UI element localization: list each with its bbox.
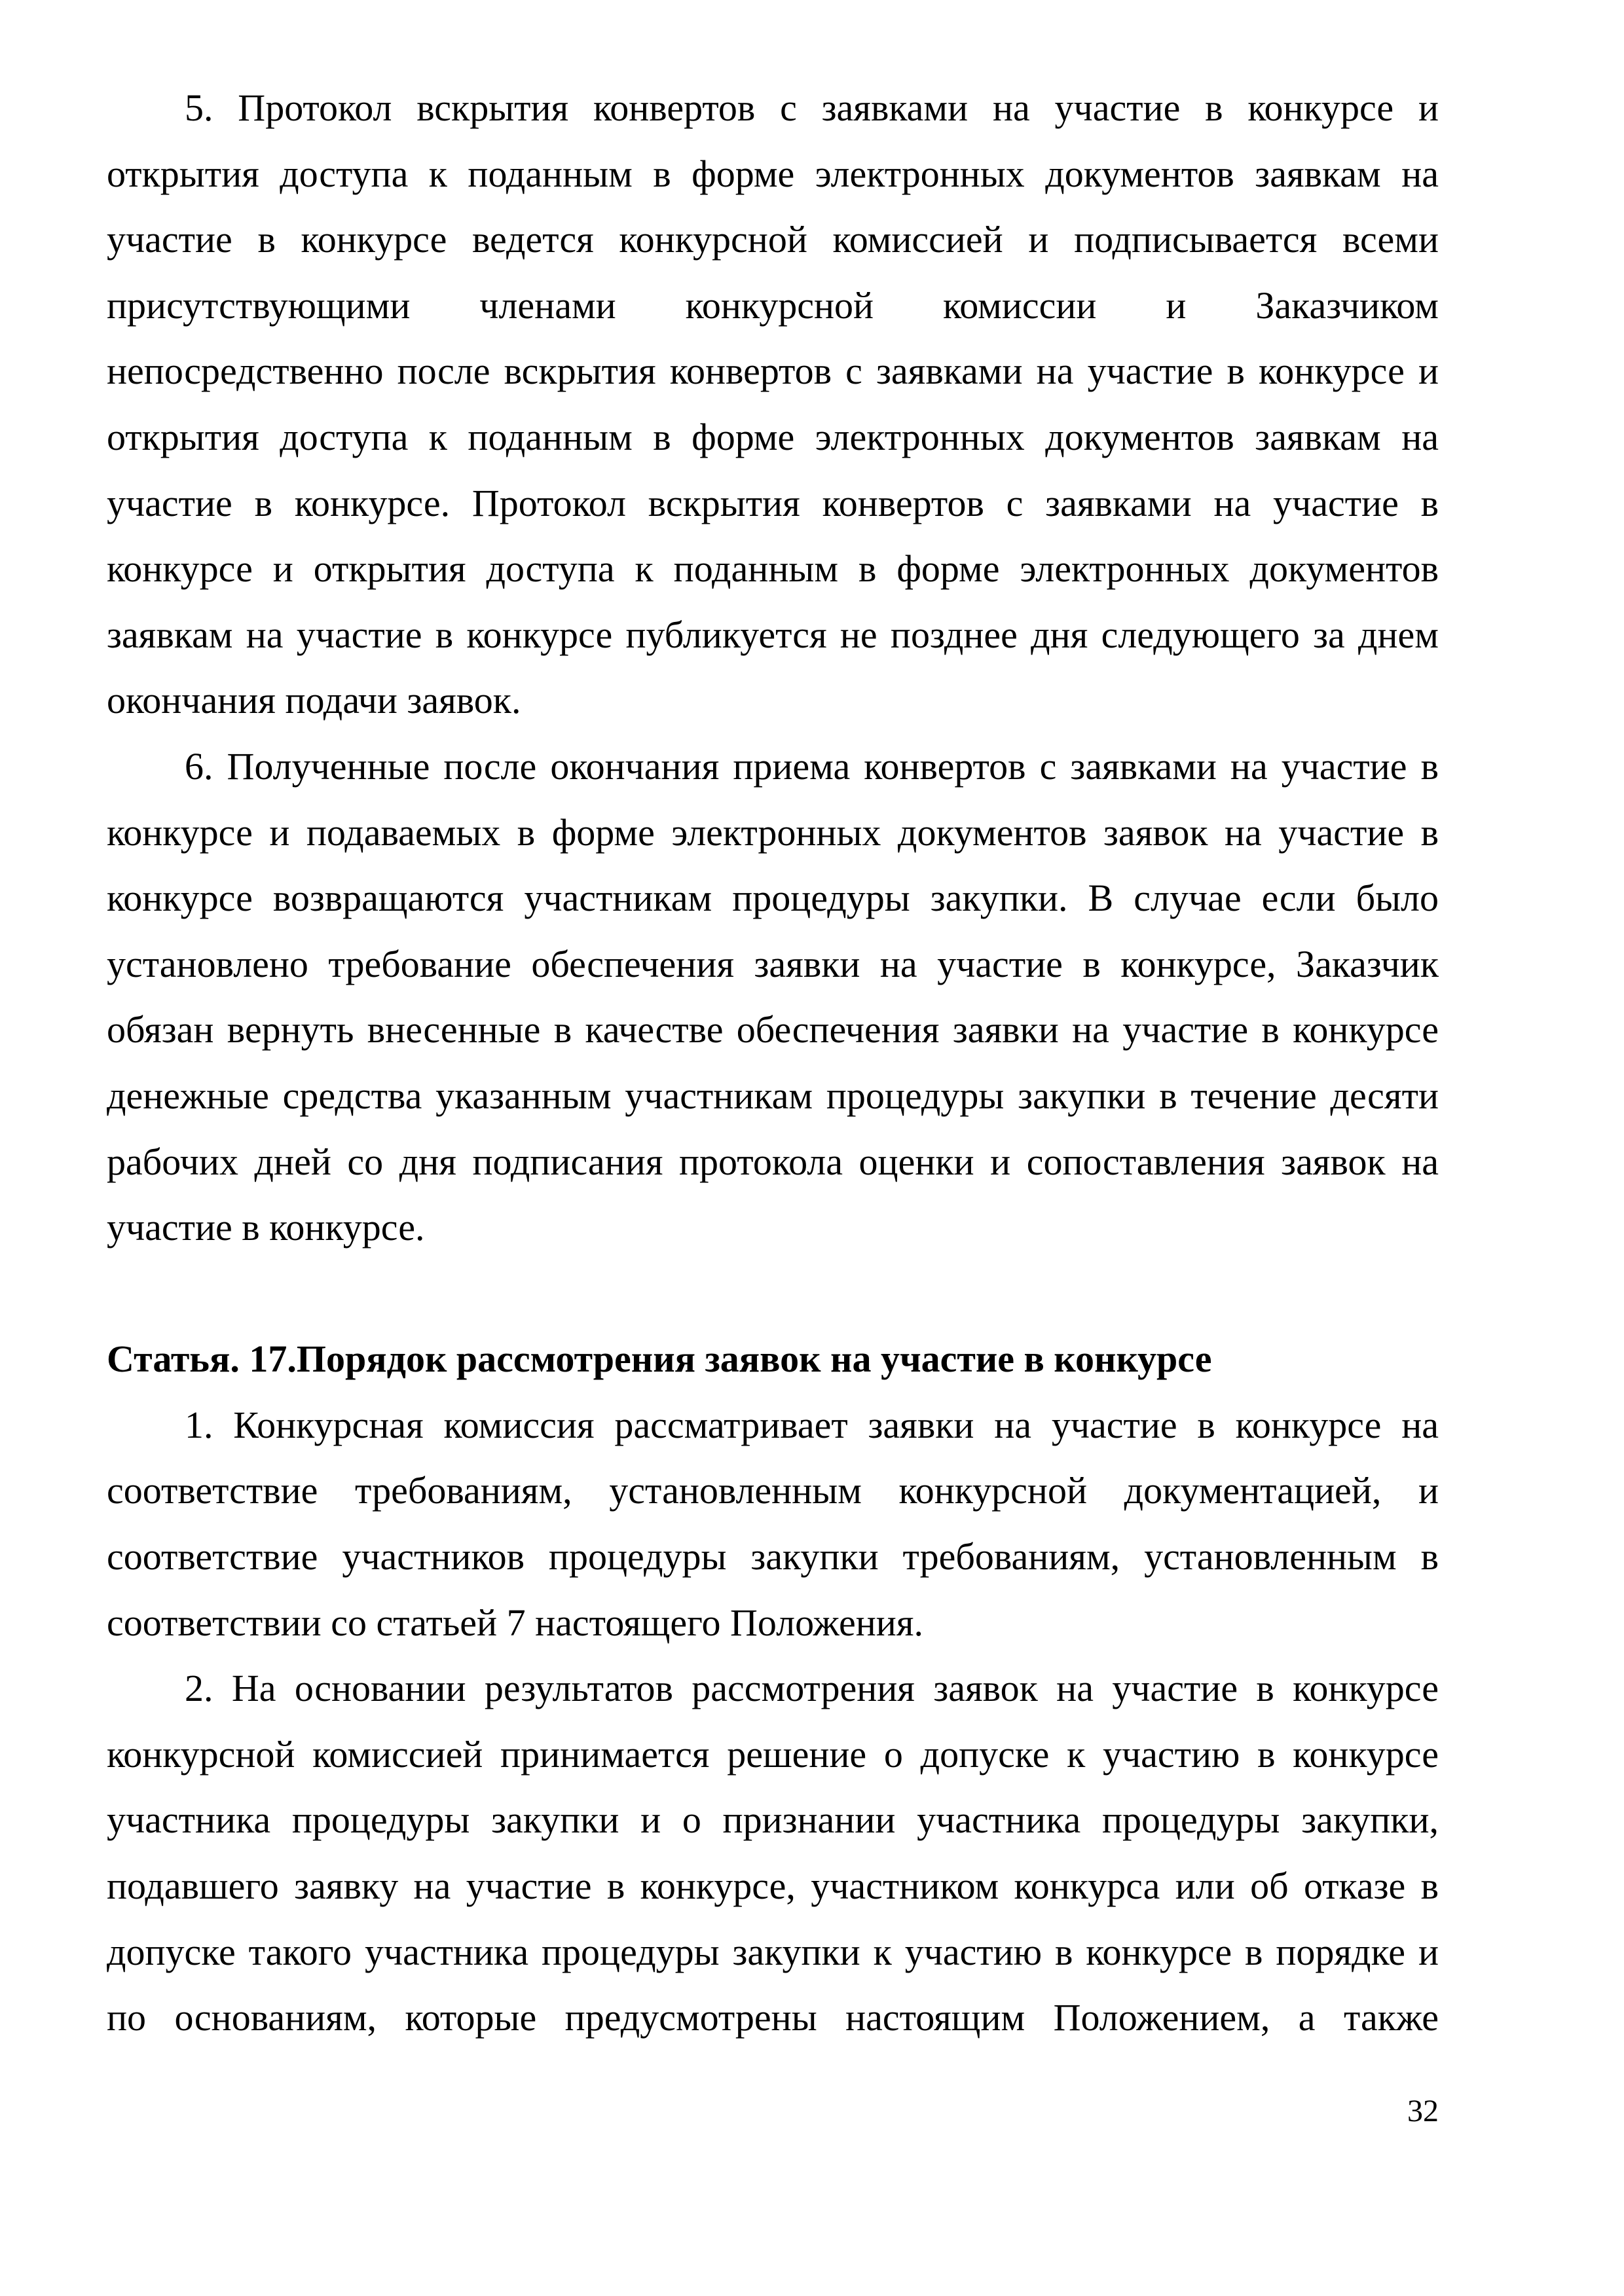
paragraph-5 [107,75,1439,734]
paragraph-line: открытия доступа к поданным в форме электронных документов заявкам на [107,152,1439,195]
document-body [107,75,1439,2051]
paragraph-line: конкурсе возвращаются участникам процедуры закупки. В случае если было [107,877,1439,920]
paragraph-line: 2. На основании результатов рассмотрения заявок на участие в конкурсе [185,1667,1439,1710]
article-paragraph-1 [107,1393,1439,1656]
paragraph-6 [107,734,1439,1261]
blank-line [107,1261,1439,1327]
paragraph-line: конкурсе и подаваемых в форме электронных документов заявок на участие в [107,811,1439,854]
paragraph-line: обязан вернуть внесенные в качестве обеспечения заявки на участие в конкурсе [107,1008,1439,1051]
paragraph-line: допуске такого участника процедуры закупки к участию в конкурсе в порядке и [107,1930,1439,1973]
paragraph-line: соответствие участников процедуры закупки требованиям, установленным в [107,1535,1439,1578]
paragraph-line: непосредственно после вскрытия конвертов с заявками на участие в конкурсе и [107,350,1439,393]
article-heading: Статья. 17.Порядок рассмотрения заявок на участие в конкурсе [107,1338,1212,1381]
paragraph-line: участие в конкурсе ведется конкурсной комиссией и подписывается всеми [107,218,1439,261]
paragraph-line: участие в конкурсе. [107,1206,425,1249]
paragraph-line: конкурсной комиссией принимается решение о допуске к участию в конкурсе [107,1732,1439,1776]
paragraph-line: по основаниям, которые предусмотрены настоящим Положением, а также [107,1996,1439,2039]
paragraph-line: подавшего заявку на участие в конкурсе, участником конкурса или об отказе в [107,1865,1439,1908]
paragraph-line: заявкам на участие в конкурсе публикуется не позднее дня следующего за днем [107,613,1439,656]
paragraph-line: присутствующими членами конкурсной комиссии и Заказчиком [107,283,1439,327]
article-paragraph-2 [107,1656,1439,2051]
paragraph-line: 1. Конкурсная комиссия рассматривает заявки на участие в конкурсе на [185,1403,1439,1446]
paragraph-line: конкурсе и открытия доступа к поданным в форме электронных документов [107,547,1439,591]
paragraph-line: участие в конкурсе. Протокол вскрытия конвертов с заявками на участие в [107,481,1439,524]
paragraph-line: 6. Полученные после окончания приема конвертов с заявками на участие в [185,744,1439,788]
paragraph-line: рабочих дней со дня подписания протокола оценки и сопоставления заявок на [107,1140,1439,1183]
paragraph-line: окончания подачи заявок. [107,679,521,722]
paragraph-line: открытия доступа к поданным в форме электронных документов заявкам на [107,415,1439,458]
paragraph-line: соответствии со статьей 7 настоящего Положения. [107,1601,923,1644]
paragraph-line: установлено требование обеспечения заявки на участие в конкурсе, Заказчик [107,942,1439,985]
paragraph-line: денежные средства указанным участникам процедуры закупки в течение десяти [107,1074,1439,1117]
paragraph-line: соответствие требованиям, установленным конкурсной документацией, и [107,1469,1439,1512]
paragraph-line: участника процедуры закупки и о признании участника процедуры закупки, [107,1798,1439,1842]
paragraph-line: 5. Протокол вскрытия конвертов с заявками на участие в конкурсе и [185,86,1439,129]
page-number: 32 [1407,2094,1439,2128]
